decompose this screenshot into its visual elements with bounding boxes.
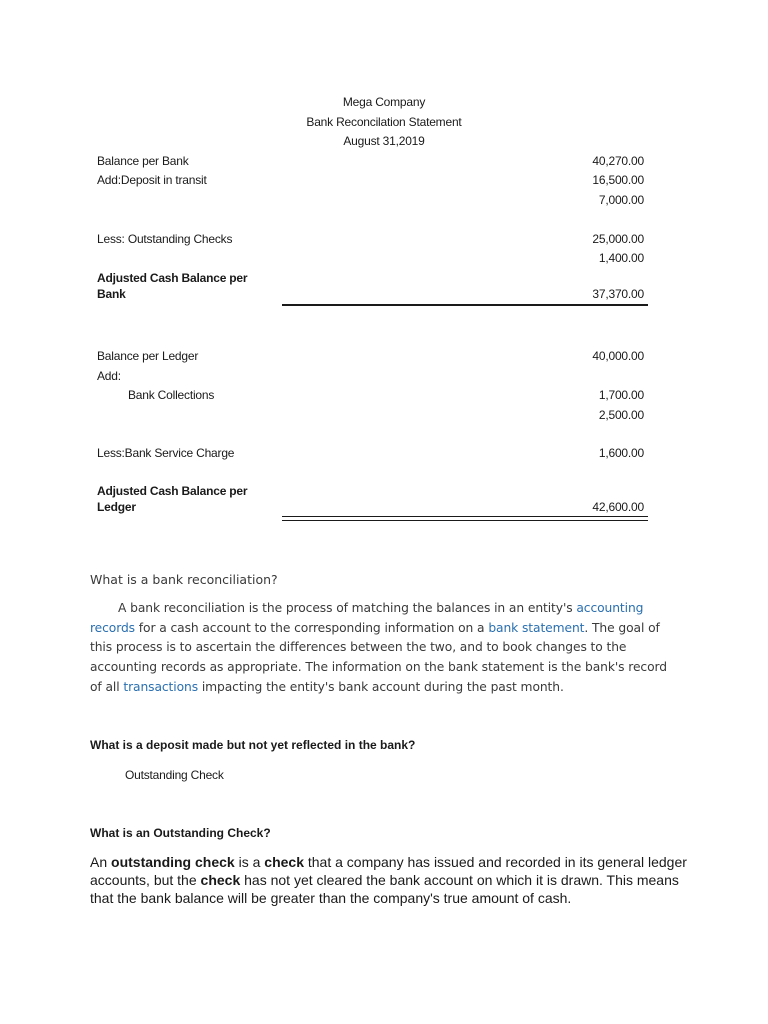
adjusted-ledger-label-2: Ledger (97, 500, 136, 514)
para-text-3: . The goal of this process is to ascertain the differences between the two, and to book changes to the accounting records as appropriate. The information on the bank statement is the bank's record of all (90, 620, 667, 694)
answer-bold-outstanding-check: outstanding check (111, 854, 235, 870)
adjusted-ledger-label-1: Adjusted Cash Balance per (97, 484, 248, 498)
balance-per-ledger-label: Balance per Ledger (97, 349, 199, 363)
adjusted-ledger-value: 42,600.00 (592, 500, 644, 514)
ledger-add-label: Add: (97, 369, 121, 383)
para-text-2: for a cash account to the corresponding information on a (135, 620, 489, 635)
question-deposit: What is a deposit made but not yet reflected in the bank? (90, 738, 416, 752)
outstanding-checks-label: Less: Outstanding Checks (97, 232, 233, 246)
collection-value-2: 2,500.00 (598, 408, 644, 422)
deposit-value-2: 7,000.00 (598, 193, 644, 207)
balance-per-bank-label: Balance per Bank (97, 154, 189, 168)
check-value-2: 1,400.00 (598, 251, 644, 265)
para-text-1: A bank reconciliation is the process of matching the balances in an entity's (118, 601, 577, 615)
answer-deposit: Outstanding Check (125, 768, 224, 782)
question-bank-reconciliation: What is a bank reconciliation? (90, 572, 278, 587)
statement-date: August 31,2019 (343, 134, 425, 148)
answer-bold-check-2: check (200, 872, 241, 888)
service-charge-value: 1,600.00 (598, 446, 644, 460)
bank-total-rule (282, 304, 648, 306)
para-text-4: impacting the entity's bank account during the past month. (198, 679, 564, 694)
ledger-total-double-rule (282, 516, 648, 521)
outstanding-check-answer (90, 853, 690, 907)
answer-text-2: is a (234, 854, 265, 870)
balance-per-ledger-value: 40,000.00 (592, 349, 644, 363)
transactions-link[interactable]: transactions (123, 679, 199, 694)
balance-per-bank-value: 40,270.00 (592, 154, 644, 168)
answer-text-1: An (90, 854, 112, 870)
adjusted-bank-label-2: Bank (97, 287, 126, 301)
adjusted-bank-label-1: Adjusted Cash Balance per (97, 271, 248, 285)
answer-bold-check-1: check (264, 854, 304, 870)
bank-reconciliation-paragraph (90, 599, 680, 698)
collection-value-1: 1,700.00 (598, 388, 644, 402)
bank-collections-label: Bank Collections (128, 388, 215, 402)
deposit-value-1: 16,500.00 (592, 173, 644, 187)
question-outstanding-check: What is an Outstanding Check? (90, 826, 271, 840)
answer-text-4: has not yet cleared the bank account on which it is drawn. This means that the bank balance will be greater than the company's true amount of cash. (90, 872, 679, 906)
deposit-in-transit-label: Add:Deposit in transit (97, 173, 207, 187)
adjusted-bank-value: 37,370.00 (592, 287, 644, 301)
bank-statement-link[interactable]: bank statement (488, 620, 585, 635)
statement-title: Bank Reconcilation Statement (306, 115, 462, 129)
check-value-1: 25,000.00 (592, 232, 644, 246)
company-name: Mega Company (342, 95, 426, 109)
answer-text-3: that a company has issued and recorded in its general ledger accounts, but the (90, 854, 687, 888)
accounting-records-link[interactable]: accounting records (90, 601, 644, 635)
service-charge-label: Less:Bank Service Charge (97, 446, 235, 460)
